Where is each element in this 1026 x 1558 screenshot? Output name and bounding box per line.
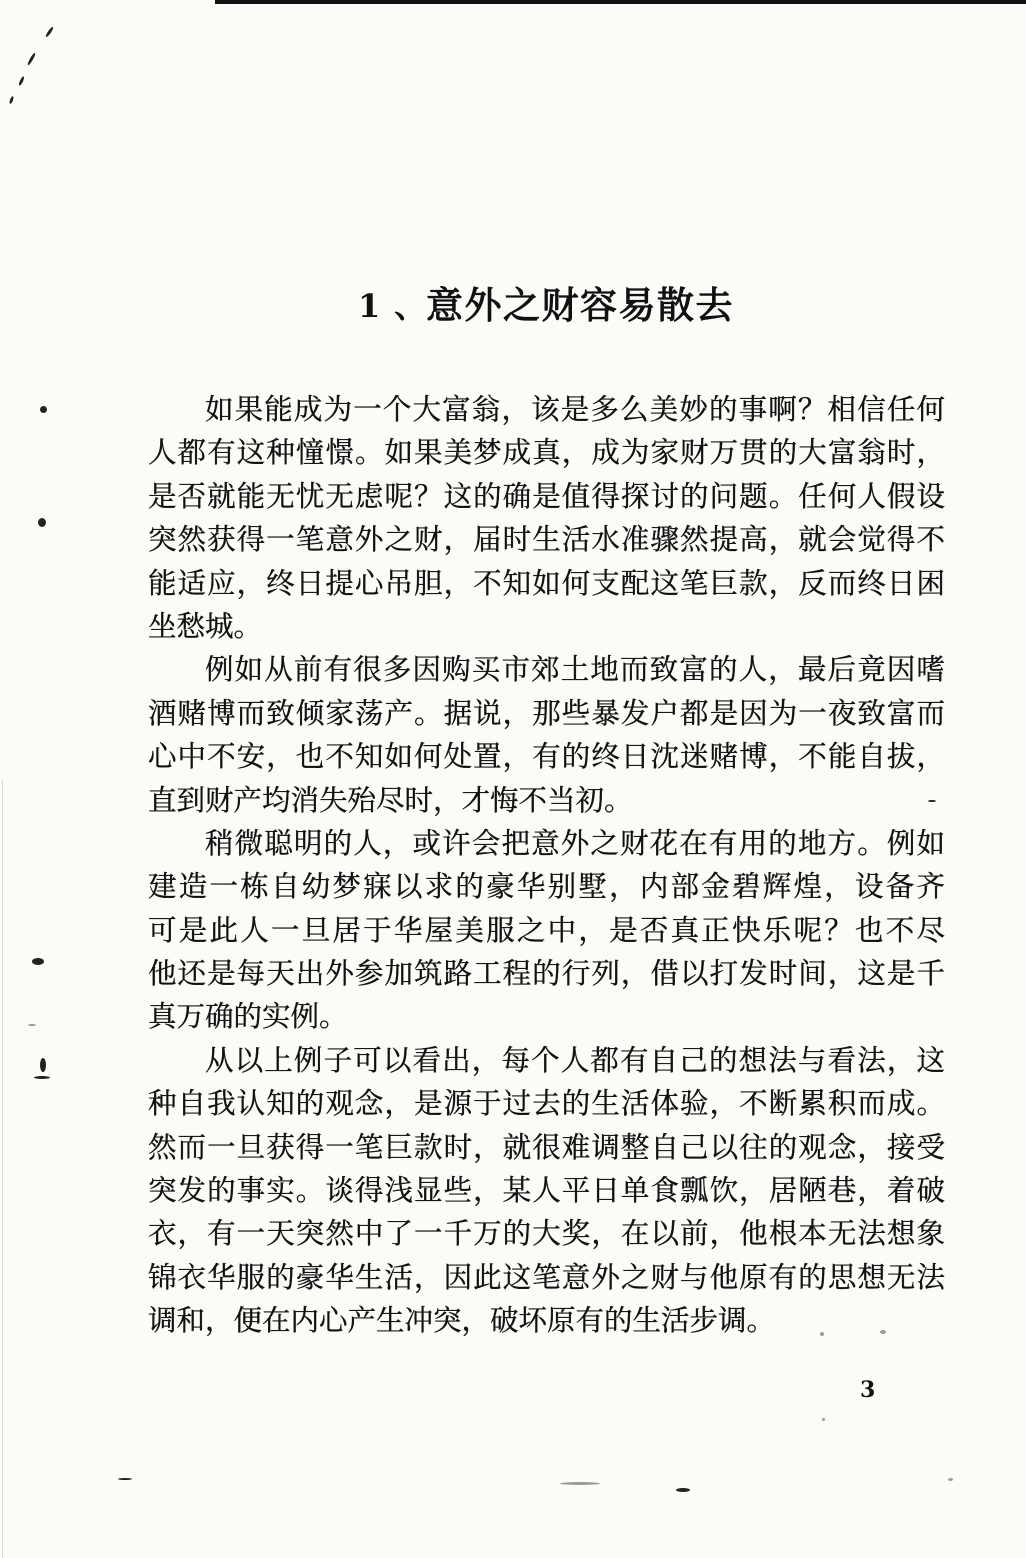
top-edge-line	[215, 0, 1026, 4]
scan-speck	[34, 1076, 50, 1079]
text-line: 从以上例子可以看出，每个人都有自己的想法与看法，这	[205, 1043, 945, 1077]
scan-speck	[40, 406, 47, 413]
text-line: 调和，便在内心产生冲突，破坏原有的生活步调。	[148, 1304, 776, 1338]
chapter-number: 1、	[358, 287, 441, 325]
text-line: 突然获得一笔意外之财，届时生活水准骤然提高，就会觉得不	[148, 523, 945, 557]
text-line: 真万确的实例。	[148, 1000, 348, 1034]
scan-speck	[32, 958, 44, 965]
scan-speck	[45, 26, 54, 38]
scan-speck	[560, 1482, 600, 1485]
scan-speck	[118, 1478, 132, 1480]
text-line: 可是此人一旦居于华屋美服之中，是否真正快乐呢？也不尽	[148, 913, 945, 947]
text-line: 衣，有一天突然中了一千万的大奖，在以前，他根本无法想象	[148, 1217, 945, 1251]
paragraph	[148, 1039, 945, 1343]
text-line: 如果能成为一个大富翁，该是多么美妙的事啊？相信任何	[205, 393, 945, 426]
text-line: 然而一旦获得一笔巨款时，就很难调整自己以往的观念，接受	[148, 1130, 945, 1164]
text-line: 他还是每天出外参加筑路工程的行列，借以打发时间，这是千	[148, 957, 945, 991]
text-line: 坐愁城。	[148, 609, 263, 643]
paragraph	[148, 388, 945, 648]
text-line: 建造一栋自幼梦寐以求的豪华别墅，内部金碧辉煌，设备齐	[148, 870, 945, 904]
text-line: 是否就能无忧无虑呢？这的确是值得探讨的问题。任何人假设	[148, 479, 945, 513]
paragraph	[148, 822, 945, 1039]
page-number: 3	[860, 1377, 876, 1403]
text-line: 种自我认知的观念，是源于过去的生活体验，不断累积而成。	[148, 1087, 945, 1121]
scan-speck	[18, 76, 25, 86]
left-edge-line	[2, 780, 3, 1558]
scan-speck	[822, 1418, 825, 1421]
text-line: 突发的事实。谈得浅显些，某人平日单食瓢饮，居陋巷，着破	[148, 1174, 945, 1208]
text-line: 人都有这种憧憬。如果美梦成真，成为家财万贯的大富翁时，	[148, 436, 945, 470]
text-line: 例如从前有很多因购买市郊土地而致富的人，最后竟因嗜	[205, 653, 945, 687]
text-line: 能适应，终日提心吊胆，不知如何支配这笔巨款，反而终日困	[148, 566, 945, 600]
text-line: 直到财产均消失殆尽时，才悔不当初。	[148, 783, 633, 817]
scan-speck	[9, 96, 15, 105]
body-text	[148, 388, 945, 1343]
scan-speck	[28, 1024, 36, 1026]
scan-speck	[40, 1058, 46, 1072]
scan-speck	[948, 1478, 953, 1481]
text-line: 酒赌博而致倾家荡产。据说，那些暴发户都是因为一夜致富而	[148, 696, 945, 730]
text-line: 稍微聪明的人，或许会把意外之财花在有用的地方。例如	[205, 826, 945, 860]
text-line: 锦衣华服的豪华生活，因此这笔意外之财与他原有的思想无法	[148, 1260, 945, 1294]
scan-speck	[27, 52, 37, 66]
text-line: 心中不安，也不知如何处置，有的终日沈迷赌博，不能自拔，	[148, 740, 945, 774]
paragraph	[148, 648, 945, 822]
scan-speck	[676, 1488, 690, 1492]
chapter-title: 意外之财容易散去	[426, 283, 734, 327]
scan-speck	[38, 518, 46, 527]
